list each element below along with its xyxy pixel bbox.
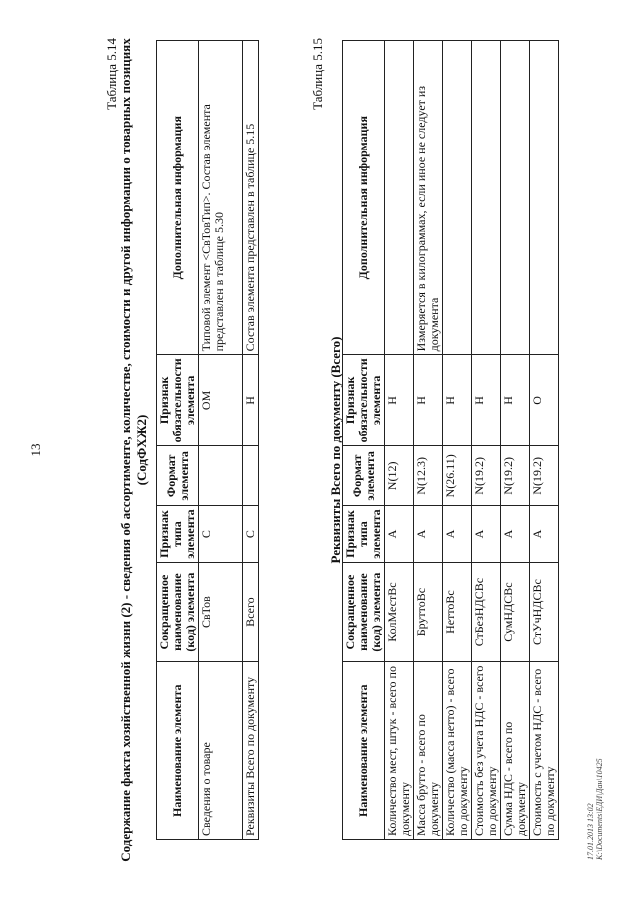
table-cell: Н [243, 355, 259, 446]
table-cell: О [530, 355, 559, 446]
table-cell: Сумма НДС - всего по документу [501, 662, 530, 840]
table-cell: СвТов [199, 562, 243, 662]
table-cell: А [472, 506, 501, 562]
table-5-15 [342, 40, 559, 840]
table-cell: Типовой элемент <СвТовТип>. Состав элемента представлен в таблице 5.30 [199, 41, 243, 355]
page-number: 13 [28, 443, 43, 457]
table-cell: Н [414, 355, 443, 446]
table-cell: Н [443, 355, 472, 446]
table-cell: Н [385, 355, 414, 446]
table-cell: N(12.3) [414, 446, 443, 506]
table-cell: Состав элемента представлен в таблице 5.15 [243, 41, 259, 355]
table-5-15-title: Реквизиты Всего по документу (Всего) [328, 336, 343, 564]
stamp-date: 17.01.2013 13:02 [586, 803, 595, 860]
table-cell [501, 41, 530, 355]
table-cell: N(19.2) [501, 446, 530, 506]
header-cell: Наименование элемента [343, 662, 385, 840]
rotated-document-page [20, 20, 620, 880]
table-cell [530, 41, 559, 355]
table-cell: С [199, 506, 243, 562]
table-cell: А [414, 506, 443, 562]
table-header-row [157, 41, 199, 840]
table-cell: Стоимость без учета НДС - всего по документу [472, 662, 501, 840]
table-cell [199, 446, 243, 506]
table-5-15-label: Таблица 5.15 [310, 38, 325, 110]
table-row [243, 41, 259, 840]
table-cell: С [243, 506, 259, 562]
header-cell: Дополнительная информация [343, 41, 385, 355]
table-header-row [343, 41, 385, 840]
table-cell: А [530, 506, 559, 562]
table-row [530, 41, 559, 840]
table-cell: А [501, 506, 530, 562]
table-cell: А [443, 506, 472, 562]
table-cell: СтУчНДСВс [530, 562, 559, 662]
header-cell: Формат элемента [157, 446, 199, 506]
header-cell: Признак обязательности элемента [157, 355, 199, 446]
table-cell: N(19.2) [530, 446, 559, 506]
table-cell: N(19.2) [472, 446, 501, 506]
table-cell: Н [501, 355, 530, 446]
table-cell: КолМестВс [385, 562, 414, 662]
table-cell: СумНДСВс [501, 562, 530, 662]
header-cell: Дополнительная информация [157, 41, 199, 355]
header-cell: Формат элемента [343, 446, 385, 506]
table-cell: Количество мест, штук - всего по документу [385, 662, 414, 840]
table-cell: А [385, 506, 414, 562]
table-row [385, 41, 414, 840]
header-cell: Наименование элемента [157, 662, 199, 840]
table-cell: ОМ [199, 355, 243, 446]
header-cell: Признак типа элемента [157, 506, 199, 562]
table-row [199, 41, 243, 840]
table-row [472, 41, 501, 840]
table-cell: N(12) [385, 446, 414, 506]
header-cell: Признак обязательности элемента [343, 355, 385, 446]
table-cell [443, 41, 472, 355]
table-cell: БруттоВс [414, 562, 443, 662]
table-cell: Н [472, 355, 501, 446]
table-cell: СтБезНДСВс [472, 562, 501, 662]
table-row [443, 41, 472, 840]
table-cell: Масса брутто - всего по документу [414, 662, 443, 840]
header-cell: Сокращенное наименование (код) элемента [157, 562, 199, 662]
table-cell: Реквизиты Всего по документу [243, 662, 259, 840]
table-5-14-title: Содержание факта хозяйственной жизни (2) - сведения об ассортименте, количестве, стоимости и другой информации о товарных позициях (СодФХЖ2) [118, 38, 149, 862]
table-cell [385, 41, 414, 355]
table-cell [243, 446, 259, 506]
table-cell: Измеряется в килограммах, если иное не следует из документа [414, 41, 443, 355]
table-cell: N(26.11) [443, 446, 472, 506]
table-cell: НеттоВс [443, 562, 472, 662]
table-cell: Стоимость с учетом НДС - всего по документу [530, 662, 559, 840]
table-cell: Сведения о товаре [199, 662, 243, 840]
table-5-14-label: Таблица 5.14 [104, 38, 119, 110]
stamp-path: К:\Documents\ЕДИ\Дан\10425 [595, 758, 604, 860]
table-row [501, 41, 530, 840]
table-row [414, 41, 443, 840]
header-cell: Признак типа элемента [343, 506, 385, 562]
table-5-14 [156, 40, 259, 840]
header-cell: Сокращенное наименование (код) элемента [343, 562, 385, 662]
table-cell [472, 41, 501, 355]
file-path-stamp [586, 758, 604, 860]
table-cell: Всего [243, 562, 259, 662]
table-cell: Количество (масса нетто) - всего по документу [443, 662, 472, 840]
